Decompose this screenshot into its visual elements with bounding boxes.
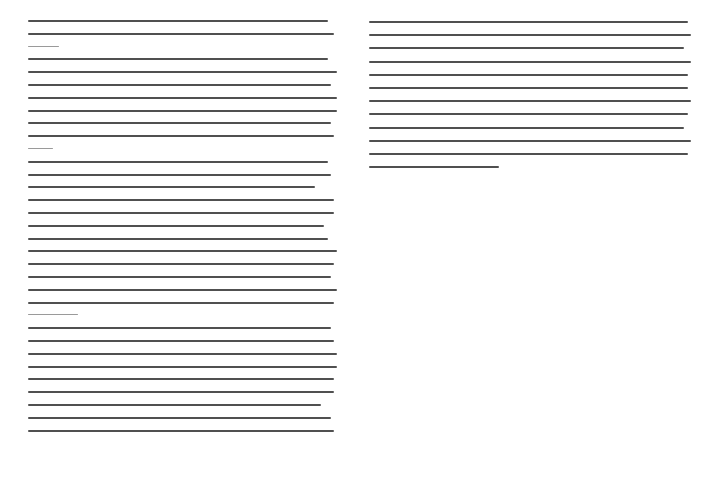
right-handwritten-line-11: [369, 153, 688, 155]
left-handwritten-line-12: [28, 161, 328, 163]
left-handwritten-line-9: [28, 122, 331, 124]
left-handwritten-line-23: [28, 302, 334, 304]
right-handwritten-line-2: [369, 34, 691, 36]
left-handwritten-line-33: [28, 430, 334, 432]
left-handwritten-line-27: [28, 353, 337, 355]
left-handwritten-line-11: [28, 148, 53, 149]
right-handwritten-line-10: [369, 140, 691, 142]
left-handwritten-line-3: [28, 46, 59, 47]
right-handwritten-line-5: [369, 74, 688, 76]
left-handwritten-line-8: [28, 110, 337, 112]
left-handwritten-line-6: [28, 84, 331, 86]
left-handwritten-line-32: [28, 417, 331, 419]
left-handwritten-line-16: [28, 212, 334, 214]
left-handwritten-line-21: [28, 276, 331, 278]
left-handwritten-line-17: [28, 225, 324, 227]
left-handwritten-line-10: [28, 135, 334, 137]
right-handwritten-line-8: [369, 113, 688, 115]
left-handwritten-line-19: [28, 250, 337, 252]
left-handwritten-page: [28, 0, 340, 500]
right-handwritten-line-1: [369, 21, 688, 23]
left-handwritten-line-4: [28, 58, 328, 60]
right-handwritten-line-12: [369, 166, 499, 168]
left-handwritten-line-22: [28, 289, 337, 291]
left-handwritten-line-28: [28, 366, 337, 368]
left-handwritten-line-2: [28, 33, 334, 35]
left-handwritten-line-20: [28, 263, 334, 265]
right-handwritten-line-7: [369, 100, 691, 102]
right-handwritten-line-4: [369, 61, 691, 63]
left-handwritten-line-14: [28, 186, 315, 188]
left-handwritten-line-30: [28, 391, 334, 393]
left-handwritten-line-26: [28, 340, 334, 342]
left-handwritten-line-24: [28, 314, 78, 315]
left-handwritten-line-5: [28, 71, 337, 73]
left-handwritten-line-29: [28, 378, 334, 380]
left-handwritten-line-13: [28, 174, 331, 176]
left-handwritten-line-15: [28, 199, 334, 201]
left-handwritten-line-31: [28, 404, 321, 406]
right-handwritten-page: [369, 0, 694, 500]
right-handwritten-line-3: [369, 47, 684, 49]
right-handwritten-line-9: [369, 127, 684, 129]
left-handwritten-line-25: [28, 327, 331, 329]
left-handwritten-line-1: [28, 20, 328, 22]
left-handwritten-line-7: [28, 97, 337, 99]
left-handwritten-line-18: [28, 238, 328, 240]
right-handwritten-line-6: [369, 87, 688, 89]
